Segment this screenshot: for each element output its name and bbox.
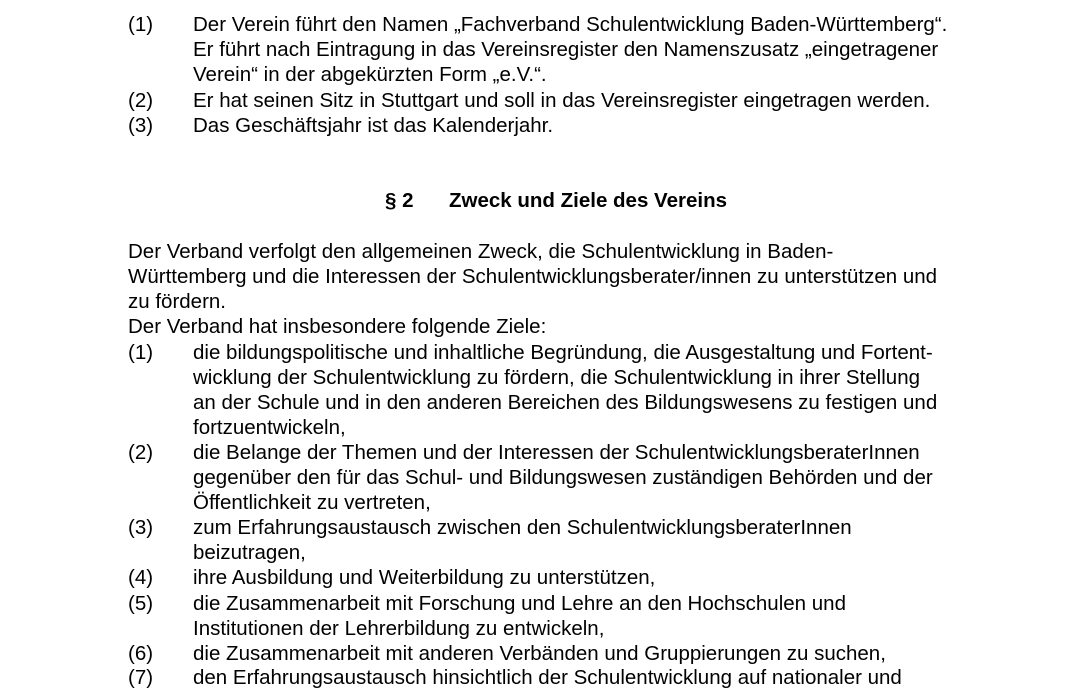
paragraph-text: zu fördern.	[128, 290, 226, 313]
item-text: zum Erfahrungsaustausch zwischen den SchulentwicklungsberaterInnen	[193, 516, 852, 539]
item-text: fortzuentwickeln,	[193, 416, 346, 439]
item-number: (3)	[128, 516, 154, 539]
item-text: Er hat seinen Sitz in Stuttgart und soll in das Vereinsregister eingetragen werden.	[193, 89, 931, 112]
item-text: an der Schule und in den anderen Bereichen des Bildungswesens zu festigen und	[193, 391, 938, 414]
item-text: Das Geschäftsjahr ist das Kalenderjahr.	[193, 114, 554, 137]
item-number: (3)	[128, 114, 154, 137]
item-text: Öffentlichkeit zu vertreten,	[193, 491, 431, 514]
paragraph-text: Der Verband verfolgt den allgemeinen Zweck, die Schulentwicklung in Baden-	[128, 240, 834, 263]
item-text: die Zusammenarbeit mit Forschung und Lehre an den Hochschulen und	[193, 592, 846, 615]
item-text: Der Verein führt den Namen „Fachverband Schulentwicklung Baden-Württemberg“.	[193, 13, 948, 36]
paragraph-text: Der Verband hat insbesondere folgende Ziele:	[128, 315, 547, 338]
item-text: Er führt nach Eintragung in das Vereinsregister den Namenszusatz „eingetragener	[193, 38, 939, 61]
item-text: ihre Ausbildung und Weiterbildung zu unterstützen,	[193, 566, 656, 589]
item-text: wicklung der Schulentwicklung zu fördern, die Schulentwicklung in ihrer Stellung	[193, 366, 920, 389]
item-text: Institutionen der Lehrerbildung zu entwickeln,	[193, 617, 605, 640]
item-number: (6)	[128, 642, 154, 665]
item-number: (7)	[128, 666, 154, 689]
item-number: (2)	[128, 441, 154, 464]
item-text: gegenüber den für das Schul- und Bildungswesen zuständigen Behörden und der	[193, 466, 933, 489]
item-text: die Zusammenarbeit mit anderen Verbänden und Gruppierungen zu suchen,	[193, 642, 886, 665]
section-number: § 2	[385, 189, 414, 212]
item-text: die Belange der Themen und der Interessen der SchulentwicklungsberaterInnen	[193, 441, 920, 464]
item-number: (1)	[128, 341, 154, 364]
item-number: (5)	[128, 592, 154, 615]
item-text: beizutragen,	[193, 541, 306, 564]
paragraph-text: Württemberg und die Interessen der Schulentwicklungsberater/innen zu unterstützen und	[128, 265, 938, 288]
item-number: (1)	[128, 13, 154, 36]
item-text: den Erfahrungsaustausch hinsichtlich der Schulentwicklung auf nationaler und	[193, 666, 902, 689]
item-text: die bildungspolitische und inhaltliche Begründung, die Ausgestaltung und Fortent-	[193, 341, 933, 364]
item-text: Verein“ in der abgekürzten Form „e.V.“.	[193, 63, 547, 86]
section-title: Zweck und Ziele des Vereins	[449, 189, 728, 212]
item-number: (4)	[128, 566, 154, 589]
item-number: (2)	[128, 89, 154, 112]
